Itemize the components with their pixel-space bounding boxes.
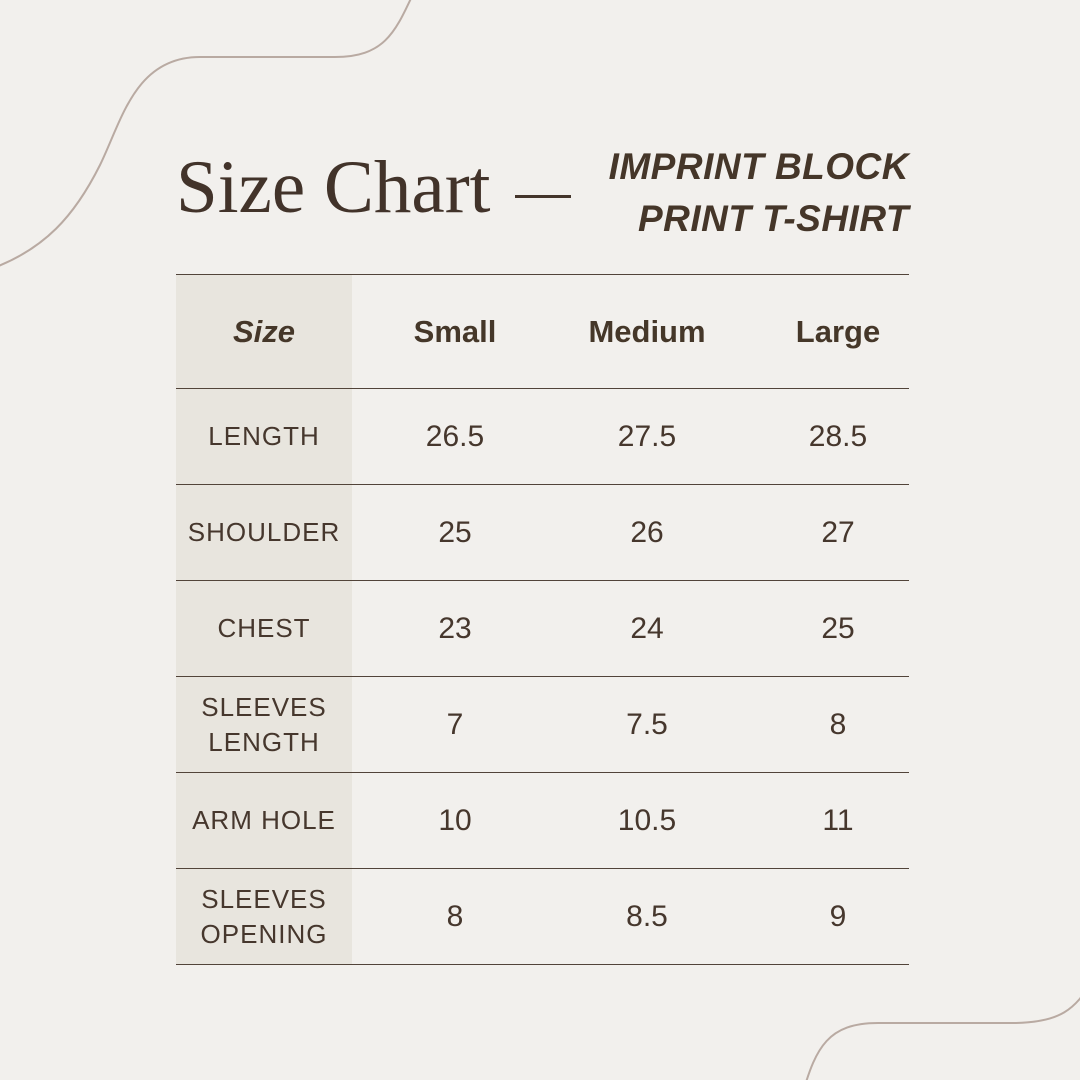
product-name-line1: IMPRINT BLOCK <box>608 146 909 187</box>
cell-value: 8 <box>829 707 847 741</box>
column-header-medium: Medium <box>588 313 706 349</box>
product-name <box>609 141 909 245</box>
row-label: LENGTH <box>176 389 352 484</box>
row-label: SLEEVES OPENING <box>176 869 352 964</box>
cell-value: 26.5 <box>425 419 485 453</box>
cell-value: 10 <box>438 803 472 837</box>
table-row-shoulder <box>176 485 909 581</box>
cell-value: 7 <box>446 707 464 741</box>
cell-value: 8.5 <box>626 899 668 933</box>
cell-value: 11 <box>822 803 854 837</box>
table-row-sleeves-opening <box>176 869 909 965</box>
cell-value: 23 <box>438 611 472 645</box>
row-label: ARM HOLE <box>176 773 352 868</box>
column-header-size: Size <box>176 275 352 388</box>
column-header-small: Small <box>413 313 497 349</box>
cell-value: 26 <box>630 515 664 549</box>
cell-value: 25 <box>821 611 855 645</box>
product-name-line2: PRINT T-SHIRT <box>638 198 909 239</box>
title-dash <box>515 195 571 198</box>
cell-value: 10.5 <box>617 803 677 837</box>
table-row-sleeves-length <box>176 677 909 773</box>
cell-value: 8 <box>446 899 464 933</box>
table-row-length <box>176 389 909 485</box>
table-row-arm-hole <box>176 773 909 869</box>
cell-value: 28.5 <box>808 419 868 453</box>
row-label: SHOULDER <box>176 485 352 580</box>
curve-bottom-right <box>803 982 1080 1080</box>
row-label: CHEST <box>176 581 352 676</box>
cell-value: 27 <box>821 515 855 549</box>
page-title: Size Chart <box>176 146 491 229</box>
cell-value: 7.5 <box>626 707 668 741</box>
header <box>176 140 909 245</box>
row-label: SLEEVES LENGTH <box>176 677 352 772</box>
cell-value: 9 <box>829 899 847 933</box>
table-header-row <box>176 275 909 389</box>
cell-value: 27.5 <box>617 419 677 453</box>
cell-value: 24 <box>630 611 664 645</box>
title-group <box>176 146 571 229</box>
column-header-large: Large <box>795 313 881 349</box>
size-chart-table <box>176 274 909 965</box>
table-row-chest <box>176 581 909 677</box>
cell-value: 25 <box>438 515 472 549</box>
